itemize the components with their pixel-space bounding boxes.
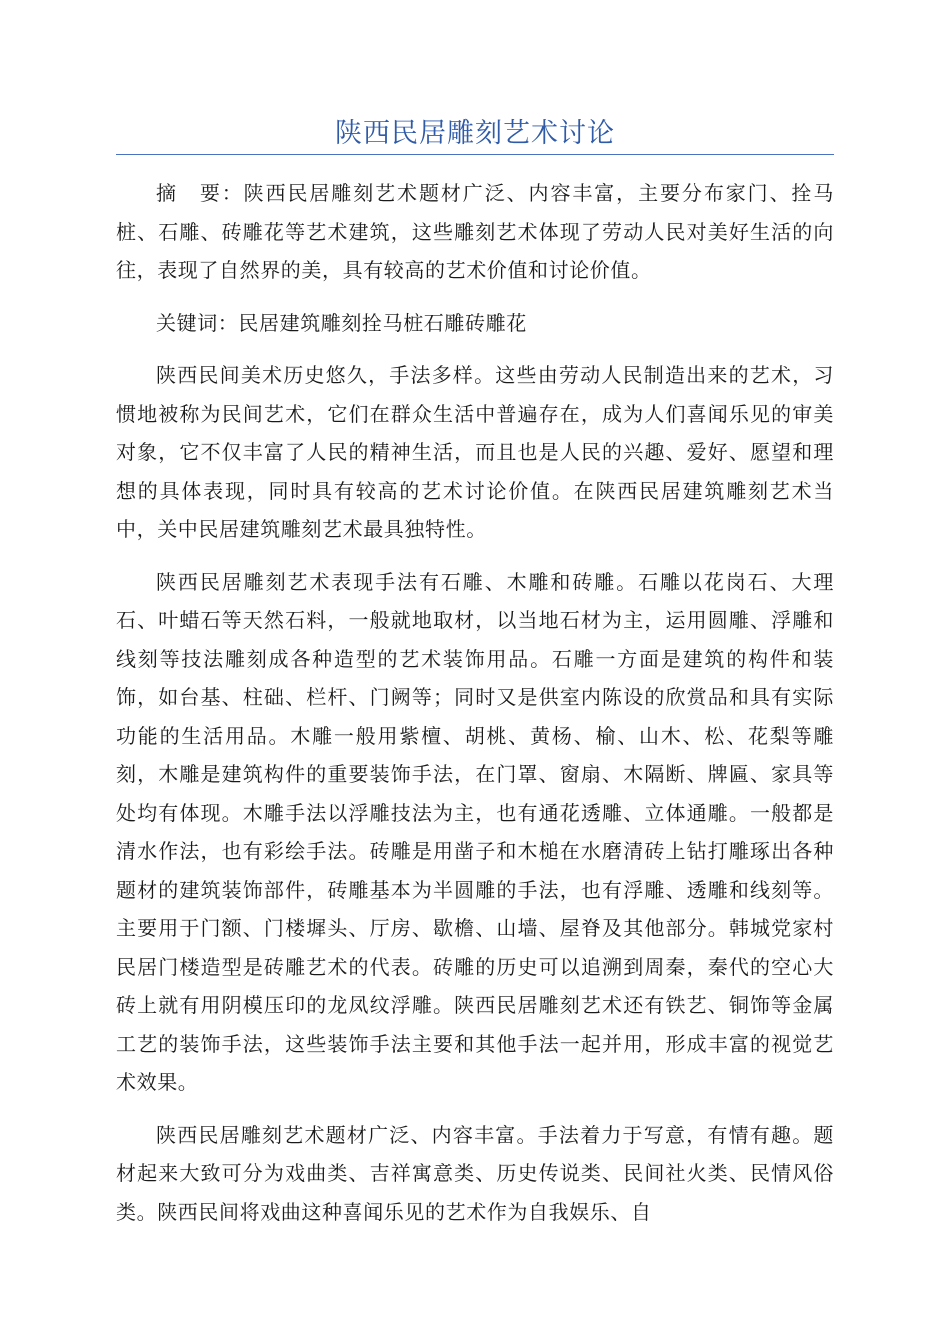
keywords-paragraph [116, 304, 834, 343]
keywords-label: 关键词： [156, 310, 239, 335]
document-body [116, 174, 834, 1231]
body-paragraph-2: 陕西民居雕刻艺术表现手法有石雕、木雕和砖雕。石雕以花岗石、大理石、叶蜡石等天然石料，一般就地取材，以当地石材为主，运用圆雕、浮雕和线刻等技法雕刻成各种造型的艺术装饰用品。石雕一方面是建筑的构件和装饰，如台基、柱础、栏杆、门阙等；同时又是供室内陈设的欣赏品和具有实际功能的生活用品。木雕一般用紫檀、胡桃、黄杨、榆、山木、松、花梨等雕刻，木雕是建筑构件的重要装饰手法，在门罩、窗扇、木隔断、牌匾、家具等处均有体现。木雕手法以浮雕技法为主，也有通花透雕、立体通雕。一般都是清水作法，也有彩绘手法。砖雕是用凿子和木槌在水磨清砖上钻打雕琢出各种题材的建筑装饰部件，砖雕基本为半圆雕的手法，也有浮雕、透雕和线刻等。主要用于门额、门楼墀头、厅房、歇檐、山墙、屋脊及其他部分。韩城党家村民居门楼造型是砖雕艺术的代表。砖雕的历史可以追溯到周秦，秦代的空心大砖上就有用阴模压印的龙凤纹浮雕。陕西民居雕刻艺术还有铁艺、铜饰等金属工艺的装饰手法，这些装饰手法主要和其他手法一起并用，形成丰富的视觉艺术效果。 [116, 569, 834, 1094]
abstract-label: 摘 要： [156, 181, 244, 205]
body-paragraph-1: 陕西民间美术历史悠久，手法多样。这些由劳动人民制造出来的艺术，习惯地被称为民间艺术，它们在群众生活中普遍存在，成为人们喜闻乐见的审美对象，它不仅丰富了人民的精神生活，而且也是人民的兴趣、爱好、愿望和理想的具体表现，同时具有较高的艺术讨论价值。在陕西民居建筑雕刻艺术当中，关中民居建筑雕刻艺术最具独特性。 [116, 363, 834, 541]
body-paragraph-3: 陕西民居雕刻艺术题材广泛、内容丰富。手法着力于写意，有情有趣。题材起来大致可分为戏曲类、吉祥寓意类、历史传说类、民间社火类、民情风俗类。陕西民间将戏曲这种喜闻乐见的艺术作为自我娱乐、自 [116, 1122, 834, 1224]
document-title: 陕西民居雕刻艺术讨论 [335, 118, 615, 149]
keywords-text: 民居建筑雕刻拴马桩石雕砖雕花 [238, 310, 527, 335]
abstract-text: 陕西民居雕刻艺术题材广泛、内容丰富，主要分布家门、拴马桩、石雕、砖雕花等艺术建筑，这些雕刻艺术体现了劳动人民对美好生活的向往，表现了自然界的美，具有较高的艺术价值和讨论价值。 [116, 181, 834, 282]
title-underline [116, 154, 834, 155]
abstract-paragraph [116, 174, 834, 290]
